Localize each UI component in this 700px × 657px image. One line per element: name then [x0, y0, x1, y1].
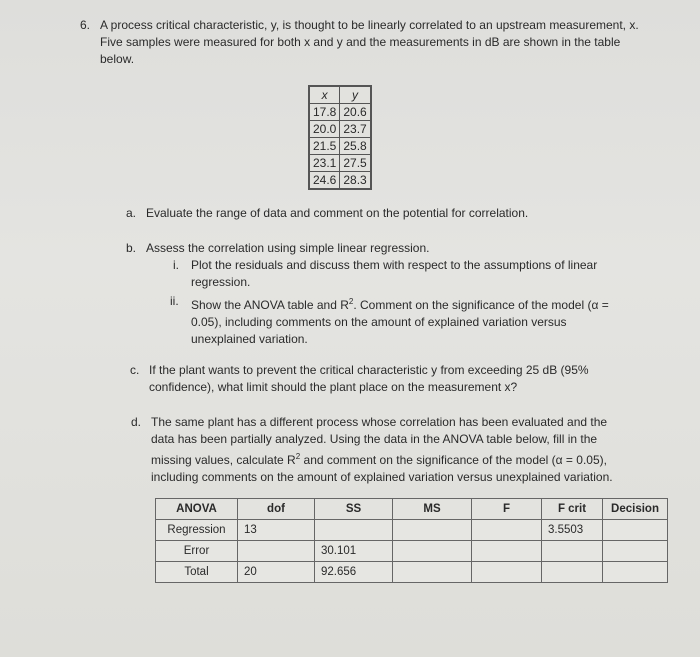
table-row: [309, 155, 371, 172]
cell-y: 27.5: [340, 155, 371, 172]
part-b-ii-text-start: Show the ANOVA table and R: [191, 298, 349, 312]
anova-cell-fcrit: [542, 562, 603, 583]
table-row: [156, 541, 668, 562]
anova-header-fcrit: F crit: [542, 499, 603, 520]
question-number: 6.: [80, 18, 91, 32]
anova-cell-ss: [315, 520, 393, 541]
part-b-label: b.: [126, 241, 137, 255]
anova-header-ss: SS: [315, 499, 393, 520]
anova-header-decision: Decision: [603, 499, 668, 520]
superscript-2: 2: [348, 297, 354, 306]
part-b-i-label: i.: [173, 258, 179, 272]
anova-cell-f: [472, 541, 542, 562]
anova-cell-fcrit: [542, 541, 603, 562]
cell-y: 28.3: [340, 172, 371, 190]
anova-header-dof: dof: [238, 499, 315, 520]
table-row: [309, 172, 371, 190]
table-header-row: [309, 86, 371, 104]
anova-cell-dof: [238, 541, 315, 562]
anova-cell-fcrit: 3.5503: [542, 520, 603, 541]
xy-data-table: [308, 85, 372, 190]
part-d-text: [151, 414, 621, 486]
anova-cell-ms: [393, 541, 472, 562]
anova-cell-f: [472, 520, 542, 541]
anova-header-f: F: [472, 499, 542, 520]
anova-header-ms: MS: [393, 499, 472, 520]
anova-cell-decision: [603, 541, 668, 562]
anova-cell-ss: 30.101: [315, 541, 393, 562]
anova-cell-dof: 13: [238, 520, 315, 541]
table-row: [156, 562, 668, 583]
part-b-i-text: Plot the residuals and discuss them with respect to the assumptions of linear regression.: [191, 258, 598, 289]
part-d-text-start: The same plant has a different process whose correlation has been evaluated and the data has been partially analyzed. Using the data in the ANOVA table below, fill in the missing values, calculate R: [151, 415, 608, 467]
part-c-label: c.: [130, 363, 140, 377]
anova-cell-source: Error: [156, 541, 238, 562]
anova-cell-decision: [603, 520, 668, 541]
column-header-x: x: [309, 86, 340, 104]
cell-y: 20.6: [340, 104, 371, 121]
cell-y: 23.7: [340, 121, 371, 138]
anova-cell-dof: 20: [238, 562, 315, 583]
anova-table: [155, 498, 668, 583]
table-row: [309, 121, 371, 138]
cell-x: 24.6: [309, 172, 340, 190]
part-a-label: a.: [126, 206, 137, 220]
part-b-ii-text: [191, 293, 611, 348]
anova-header-source: ANOVA: [156, 499, 238, 520]
cell-x: 20.0: [309, 121, 340, 138]
anova-cell-ss: 92.656: [315, 562, 393, 583]
column-header-y: y: [340, 86, 371, 104]
part-b-text: Assess the correlation using simple linear regression.: [146, 241, 430, 255]
part-b-ii-text-end: . Comment on the significance of the model (α = 0.05), including comments on the amount of explained variation versus unexplained variation.: [191, 298, 609, 346]
table-row: [156, 520, 668, 541]
anova-cell-source: Total: [156, 562, 238, 583]
anova-cell-ms: [393, 520, 472, 541]
part-b-ii-label: ii.: [170, 294, 179, 308]
cell-y: 25.8: [340, 138, 371, 155]
anova-header-row: [156, 499, 668, 520]
cell-x: 21.5: [309, 138, 340, 155]
part-a-text: Evaluate the range of data and comment on the potential for correlation.: [146, 206, 529, 220]
anova-cell-source: Regression: [156, 520, 238, 541]
anova-cell-ms: [393, 562, 472, 583]
cell-x: 17.8: [309, 104, 340, 121]
anova-cell-decision: [603, 562, 668, 583]
anova-cell-f: [472, 562, 542, 583]
table-row: [309, 138, 371, 155]
question-intro: A process critical characteristic, y, is thought to be linearly correlated to an upstream measurement, x. Five samples were measured for both x and y and the measurements in dB are shown in the table below.: [100, 18, 639, 66]
part-d-text-end: and comment on the significance of the model (α = 0.05), including comments on the amount of explained variation versus unexplained variation.: [151, 453, 613, 484]
superscript-2: 2: [295, 452, 301, 461]
part-c-text: If the plant wants to prevent the critical characteristic y from exceeding 25 dB (95% confidence), what limit should the plant place on the measurement x?: [149, 363, 589, 394]
cell-x: 23.1: [309, 155, 340, 172]
table-row: [309, 104, 371, 121]
part-d-label: d.: [131, 415, 142, 429]
